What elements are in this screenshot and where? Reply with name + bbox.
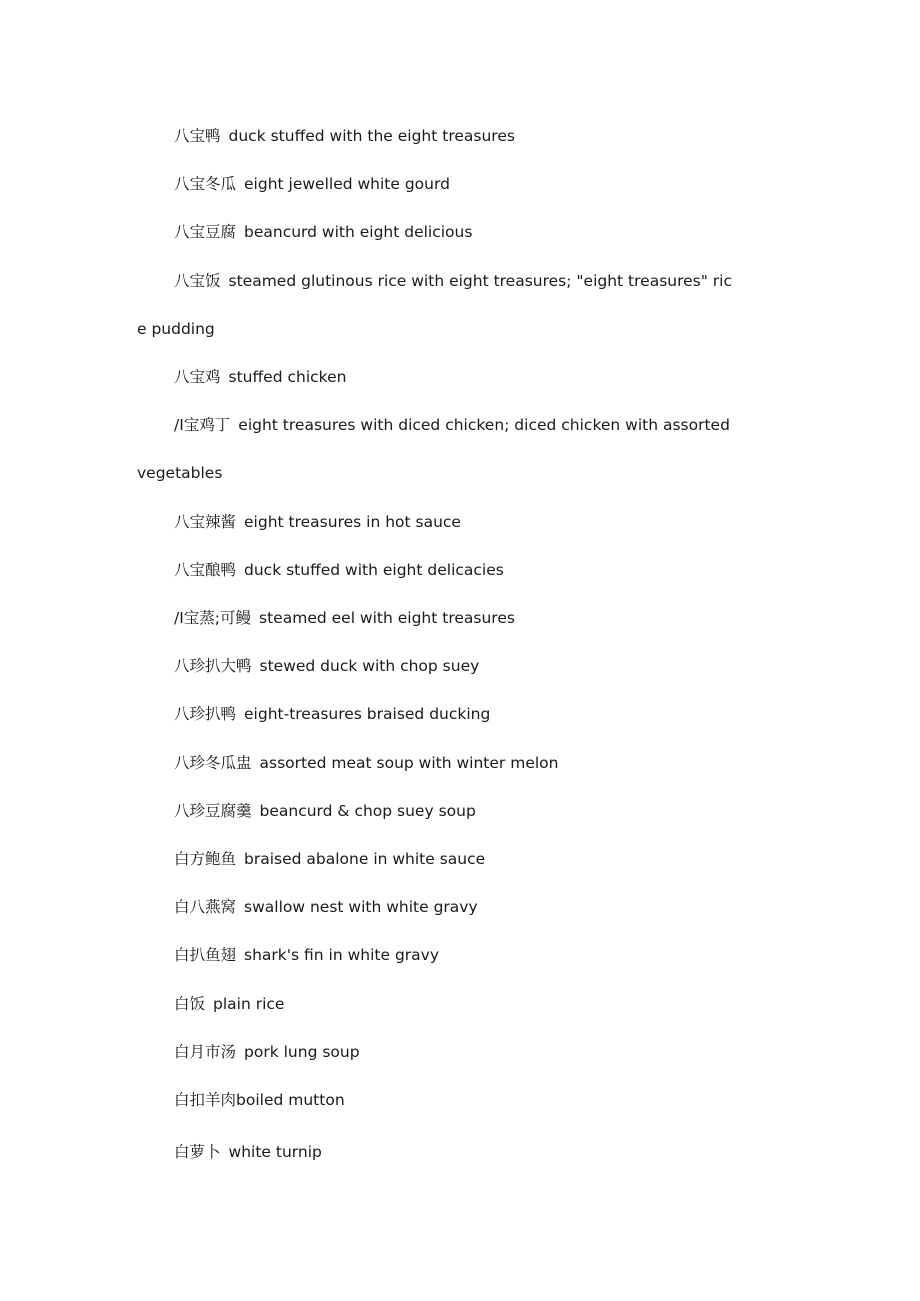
entry-chinese: 八宝鸡 — [174, 368, 221, 387]
entry-chinese: 八宝豆腐 — [174, 223, 237, 242]
entry-chinese: /I宝蒸;可鳗 — [174, 609, 252, 628]
entry-4 — [137, 257, 737, 353]
entry-chinese: 八珍扒鸭 — [174, 705, 237, 724]
entry-9 — [137, 594, 737, 642]
entry-chinese: 八宝辣酱 — [174, 512, 237, 531]
entry-english: white turnip — [228, 1143, 322, 1162]
entry-chinese: 白八燕窝 — [174, 898, 237, 917]
entry-18 — [137, 1028, 737, 1076]
entry-english: duck stuffed with eight delicacies — [244, 560, 504, 579]
entry-15 — [137, 883, 737, 931]
entry-19 — [137, 1076, 737, 1124]
entry-english: shark's fin in white gravy — [244, 946, 439, 965]
entry-chinese: 八珍冬瓜盅 — [174, 753, 252, 772]
entry-english: steamed glutinous rice with eight treasures; "eight treasures" rice pudding — [137, 271, 732, 338]
entry-3 — [137, 208, 737, 256]
entry-english: beancurd with eight delicious — [244, 223, 473, 242]
entry-chinese: 八珍扒大鸭 — [174, 657, 252, 676]
entry-20 — [137, 1128, 737, 1176]
entry-1 — [137, 112, 737, 160]
entry-chinese: 白萝卜 — [174, 1143, 221, 1162]
entry-14 — [137, 835, 737, 883]
entry-english: plain rice — [213, 994, 285, 1013]
entry-chinese: 八宝冬瓜 — [174, 175, 237, 194]
entry-chinese: 八宝饭 — [174, 271, 221, 290]
entry-english: eight treasures with diced chicken; diced chicken with assorted vegetables — [137, 416, 730, 483]
entry-english: eight treasures in hot sauce — [244, 512, 461, 531]
entry-7 — [137, 498, 737, 546]
entry-11 — [137, 690, 737, 738]
entry-chinese: 八宝酿鸭 — [174, 560, 237, 579]
entry-english: steamed eel with eight treasures — [259, 609, 515, 628]
entry-2 — [137, 160, 737, 208]
entry-chinese: 白扣羊肉 — [174, 1091, 237, 1110]
entry-16 — [137, 931, 737, 979]
entry-12 — [137, 739, 737, 787]
entry-english: stuffed chicken — [228, 368, 347, 387]
entry-english: assorted meat soup with winter melon — [259, 753, 559, 772]
entry-english: eight-treasures braised ducking — [244, 705, 491, 724]
entry-17 — [137, 980, 737, 1028]
entry-chinese: 白饭 — [174, 994, 206, 1013]
entry-chinese: 白扒鱼翅 — [174, 946, 237, 965]
entry-chinese: 八珍豆腐羹 — [174, 801, 252, 820]
menu-translation-list — [137, 112, 737, 1176]
entry-english: braised abalone in white sauce — [244, 850, 486, 869]
entry-chinese: 白方鲍鱼 — [174, 850, 237, 869]
entry-english: eight jewelled white gourd — [244, 175, 450, 194]
entry-5 — [137, 353, 737, 401]
entry-english: duck stuffed with the eight treasures — [228, 127, 515, 145]
entry-english: swallow nest with white gravy — [244, 898, 478, 917]
entry-english: stewed duck with chop suey — [259, 657, 480, 676]
entry-10 — [137, 642, 737, 690]
entry-english: boiled mutton — [236, 1091, 345, 1110]
entry-chinese: 八宝鸭 — [174, 127, 221, 145]
entry-chinese: 白月市汤 — [174, 1042, 237, 1061]
entry-english: pork lung soup — [244, 1042, 360, 1061]
entry-english: beancurd & chop suey soup — [259, 801, 476, 820]
entry-13 — [137, 787, 737, 835]
entry-6 — [137, 401, 737, 497]
entry-chinese: /I宝鸡丁 — [174, 416, 231, 435]
entry-8 — [137, 546, 737, 594]
